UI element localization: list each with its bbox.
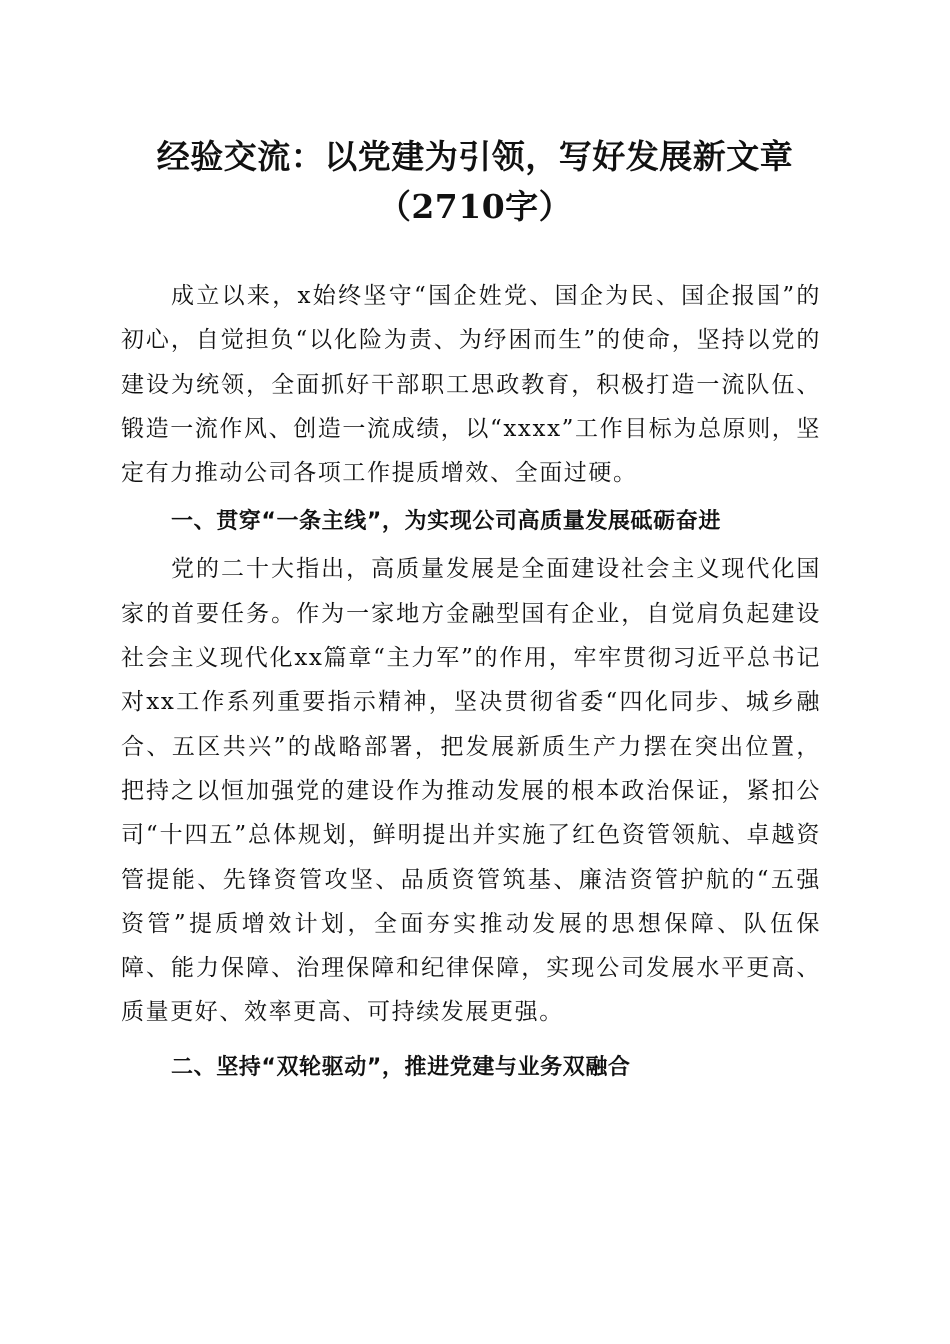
section-heading-2: 二、坚持“双轮驱动”，推进党建与业务双融合	[171, 1054, 631, 1080]
document-title	[110, 132, 840, 232]
title-main: 经验交流：以党建为引领，写好发展新文章	[156, 137, 794, 176]
title-word-count: （2710字）	[377, 187, 573, 226]
paragraph-section-1: 党的二十大指出，高质量发展是全面建设社会主义现代化国家的首要任务。作为一家地方金融型国有企业，自觉肩负起建设社会主义现代化xx篇章“主力军”的作用，牢牢贯彻习近平总书记对xx工作系列重要指示精神，坚决贯彻省委“四化同步、城乡融合、五区共兴”的战略部署，把发展新质生产力摆在突出位置，把持之以恒加强党的建设作为推动发展的根本政治保证，紧扣公司“十四五”总体规划，鲜明提出并实施了红色资管领航、卓越资管提能、先锋资管攻坚、品质资管筑基、廉洁资管护航的“五强资管”提质增效计划，全面夯实推动发展的思想保障、队伍保障、能力保障、治理保障和纪律保障，实现公司发展水平更高、质量更好、效率更高、可持续发展更强。	[121, 556, 821, 1026]
document-body	[121, 274, 821, 1093]
paragraph-intro: 成立以来，x始终坚守“国企姓党、国企为民、国企报国”的初心，自觉担负“以化险为责、为纾困而生”的使命，坚持以党的建设为统领，全面抓好干部职工思政教育，积极打造一流队伍、锻造一流作风、创造一流成绩，以“xxxx”工作目标为总原则，坚定有力推动公司各项工作提质增效、全面过硬。	[121, 283, 822, 487]
section-heading-1: 一、贯穿“一条主线”，为实现公司高质量发展砥砺奋进	[171, 509, 721, 535]
